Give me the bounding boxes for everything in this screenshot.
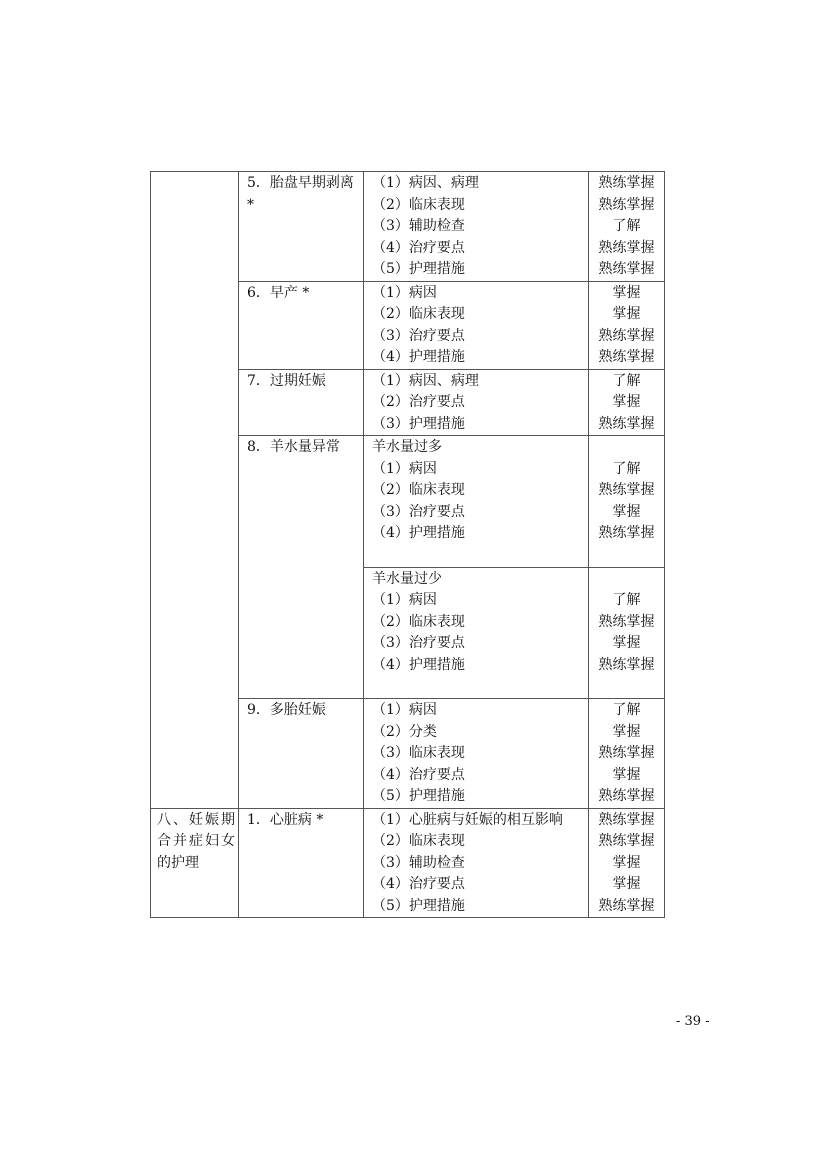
chapter-cell	[151, 172, 239, 809]
topic-cell	[239, 699, 364, 809]
content-subheading: 羊水量过少	[372, 570, 442, 587]
topic-cell	[239, 436, 364, 699]
requirement-level: 熟练掌握	[598, 239, 655, 256]
requirement-level: 掌握	[612, 854, 641, 871]
topic-title: 6．早产 *	[247, 284, 310, 301]
level-cell	[589, 436, 665, 568]
requirement-level: 熟练掌握	[598, 897, 655, 914]
requirement-level: 了解	[612, 218, 641, 234]
content-item: （5）护理措施	[372, 897, 465, 914]
content-item: （1）病因	[372, 460, 437, 477]
spacer	[372, 676, 586, 698]
requirement-level: 熟练掌握	[598, 833, 655, 849]
requirement-level: 掌握	[612, 876, 641, 892]
content-item: （3）辅助检查	[372, 218, 465, 234]
content-item: （2）治疗要点	[372, 394, 465, 410]
content-item: （4）治疗要点	[372, 876, 465, 892]
requirement-level: 熟练掌握	[598, 525, 655, 541]
content-item: （2）临床表现	[372, 306, 465, 322]
content-item: （1）病因	[372, 284, 437, 301]
requirement-level: 掌握	[612, 635, 641, 651]
content-item: （4）护理措施	[372, 525, 465, 541]
content-cell	[364, 369, 589, 436]
content-item: （3）护理措施	[372, 415, 465, 432]
content-item: （3）辅助检查	[372, 854, 465, 871]
level-blank	[589, 569, 664, 591]
topic-cell	[239, 281, 364, 369]
content-item: （4）护理措施	[372, 349, 465, 365]
content-item: （2）临床表现	[372, 613, 465, 630]
chapter-cell	[151, 808, 239, 918]
chapter-title: 八、妊娠期合并症妇女的护理	[157, 811, 235, 871]
topic-title: 1．心脏病 *	[247, 811, 324, 828]
requirement-level: 了解	[612, 372, 641, 389]
level-cell	[589, 567, 665, 699]
content-cell	[364, 436, 589, 568]
topic-title: 8．羊水量异常	[247, 439, 340, 455]
content-item: （2）临床表现	[372, 482, 465, 498]
requirement-level: 熟练掌握	[598, 415, 655, 432]
topic-cell	[239, 808, 364, 918]
requirement-level: 掌握	[612, 503, 641, 520]
topic-title: 7．过期妊娠	[247, 372, 326, 389]
requirement-level: 熟练掌握	[598, 261, 655, 277]
content-item: （3）治疗要点	[372, 327, 465, 344]
table-row	[151, 172, 665, 282]
topic-title: 9．多胎妊娠	[247, 702, 326, 718]
requirement-level: 熟练掌握	[598, 811, 655, 828]
content-item: （2）临床表现	[372, 196, 465, 213]
content-cell	[364, 567, 589, 699]
page-number: - 39 -	[676, 1014, 710, 1029]
content-cell	[364, 808, 589, 918]
level-blank	[589, 437, 664, 459]
content-item: （1）病因、病理	[372, 372, 479, 389]
content-item: （4）护理措施	[372, 656, 465, 673]
level-cell	[589, 369, 665, 436]
content-subheading: 羊水量过多	[372, 439, 442, 455]
content-item: （2）临床表现	[372, 833, 465, 849]
content-item: （5）护理措施	[372, 788, 465, 804]
content-item: （1）心脏病与妊娠的相互影响	[372, 811, 563, 828]
requirement-level: 熟练掌握	[598, 613, 655, 630]
requirement-level: 熟练掌握	[598, 788, 655, 804]
content-item: （4）治疗要点	[372, 766, 465, 783]
requirement-level: 掌握	[612, 306, 641, 322]
content-item: （3）临床表现	[372, 745, 465, 761]
content-cell	[364, 281, 589, 369]
level-cell	[589, 808, 665, 918]
requirement-level: 熟练掌握	[598, 482, 655, 498]
content-item: （3）治疗要点	[372, 503, 465, 520]
topic-title: 5．胎盘早期剥离 *	[247, 175, 354, 213]
level-cell	[589, 699, 665, 809]
requirement-level: 了解	[612, 460, 641, 477]
content-item: （1）病因、病理	[372, 175, 479, 191]
requirement-level: 熟练掌握	[598, 745, 655, 761]
level-cell	[589, 281, 665, 369]
syllabus-table	[150, 171, 665, 918]
topic-cell	[239, 172, 364, 282]
content-item: （5）护理措施	[372, 261, 465, 277]
requirement-level: 掌握	[612, 284, 641, 301]
requirement-level: 掌握	[612, 723, 641, 740]
content-cell	[364, 699, 589, 809]
spacer	[372, 545, 586, 567]
content-item: （1）病因	[372, 702, 437, 718]
content-item: （3）治疗要点	[372, 635, 465, 651]
content-cell	[364, 172, 589, 282]
requirement-level: 熟练掌握	[598, 175, 655, 191]
requirement-level: 熟练掌握	[598, 196, 655, 213]
requirement-level: 掌握	[612, 766, 641, 783]
content-item: （1）病因	[372, 592, 437, 608]
content-item: （2）分类	[372, 723, 437, 740]
requirement-level: 了解	[612, 592, 641, 608]
requirement-level: 掌握	[612, 394, 641, 410]
requirement-level: 熟练掌握	[598, 656, 655, 673]
requirement-level: 了解	[612, 702, 641, 718]
content-item: （4）治疗要点	[372, 239, 465, 256]
requirement-level: 熟练掌握	[598, 349, 655, 365]
topic-cell	[239, 369, 364, 436]
table-row	[151, 808, 665, 918]
level-cell	[589, 172, 665, 282]
requirement-level: 熟练掌握	[598, 327, 655, 344]
